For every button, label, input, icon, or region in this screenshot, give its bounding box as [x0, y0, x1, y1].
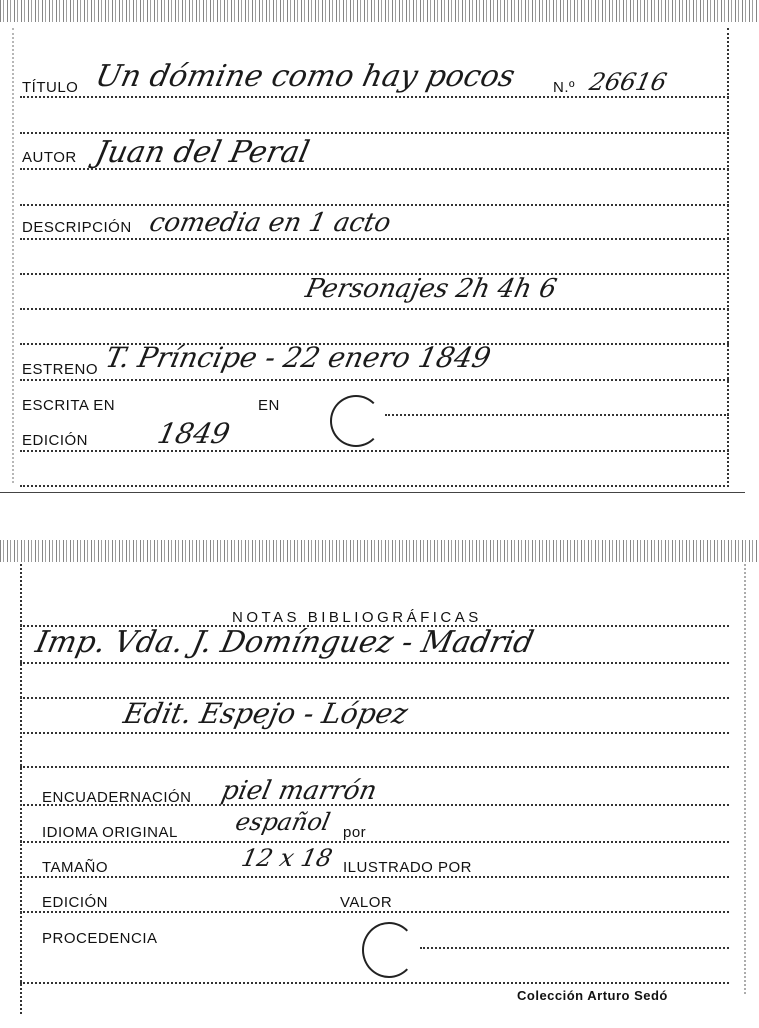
card-left-border	[12, 28, 14, 483]
procedencia-label: PROCEDENCIA	[42, 930, 158, 947]
numero-label: N.º	[553, 79, 575, 96]
rule	[385, 414, 729, 416]
estreno-value: T. Príncipe - 22 enero 1849	[102, 341, 494, 374]
en-label: EN	[258, 397, 280, 414]
descripcion-label: DESCRIPCIÓN	[22, 219, 132, 236]
autor-value: Juan del Peral	[92, 135, 313, 170]
titulo-label: TÍTULO	[22, 79, 79, 96]
nota-imprenta: Imp. Vda. J. Domínguez - Madrid	[32, 625, 537, 660]
rule	[20, 308, 729, 310]
rule	[20, 132, 729, 134]
idioma-value: español	[233, 808, 333, 836]
edicion-label: EDICIÓN	[42, 894, 109, 911]
rule	[20, 662, 729, 664]
tamano-label: TAMAÑO	[42, 859, 109, 876]
rule	[20, 485, 729, 487]
estreno-label: ESTRENO	[22, 361, 99, 378]
card-right-border	[744, 564, 746, 994]
autor-label: AUTOR	[22, 149, 77, 166]
edicion-label: EDICIÓN	[22, 432, 89, 449]
rule	[20, 732, 729, 734]
catalog-card-bottom	[0, 540, 759, 1028]
rule	[20, 204, 729, 206]
escrita-label: ESCRITA EN	[22, 397, 116, 414]
nota-editorial: Edit. Espejo - López	[120, 697, 411, 730]
rule	[20, 766, 729, 768]
rule	[20, 238, 729, 240]
rule	[20, 911, 729, 913]
rule	[20, 96, 729, 98]
ilustrado-label: ILUSTRADO POR	[343, 859, 473, 876]
rule	[20, 450, 729, 452]
descripcion-value: comedia en 1 acto	[146, 208, 394, 238]
punch-hole	[362, 922, 416, 978]
titulo-value: Un dómine como hay pocos	[92, 59, 519, 94]
personajes-value: Personajes 2h 4h 6	[302, 274, 560, 304]
valor-label: VALOR	[340, 894, 393, 911]
card-bottom-edge	[0, 492, 745, 493]
edicion-value: 1849	[154, 417, 233, 450]
tamano-value: 12 x 18	[239, 844, 335, 872]
scan-noise-bottom	[0, 540, 759, 562]
rule	[420, 947, 729, 949]
collection-footer: Colección Arturo Sedó	[517, 988, 668, 1003]
por-label: por	[343, 824, 367, 841]
encuadernacion-value: piel marrón	[218, 776, 380, 806]
card-left-border	[20, 564, 22, 1014]
scan-noise-top	[0, 0, 759, 22]
rule	[20, 982, 729, 984]
notas-heading: NOTAS BIBLIOGRÁFICAS	[232, 609, 482, 626]
punch-hole	[330, 395, 382, 447]
catalog-card-top	[0, 0, 759, 500]
encuadernacion-label: ENCUADERNACIÓN	[42, 789, 192, 806]
rule	[20, 841, 729, 843]
numero-value: 26616	[587, 68, 670, 96]
rule	[20, 876, 729, 878]
rule	[20, 379, 729, 381]
idioma-label: IDIOMA ORIGINAL	[42, 824, 178, 841]
